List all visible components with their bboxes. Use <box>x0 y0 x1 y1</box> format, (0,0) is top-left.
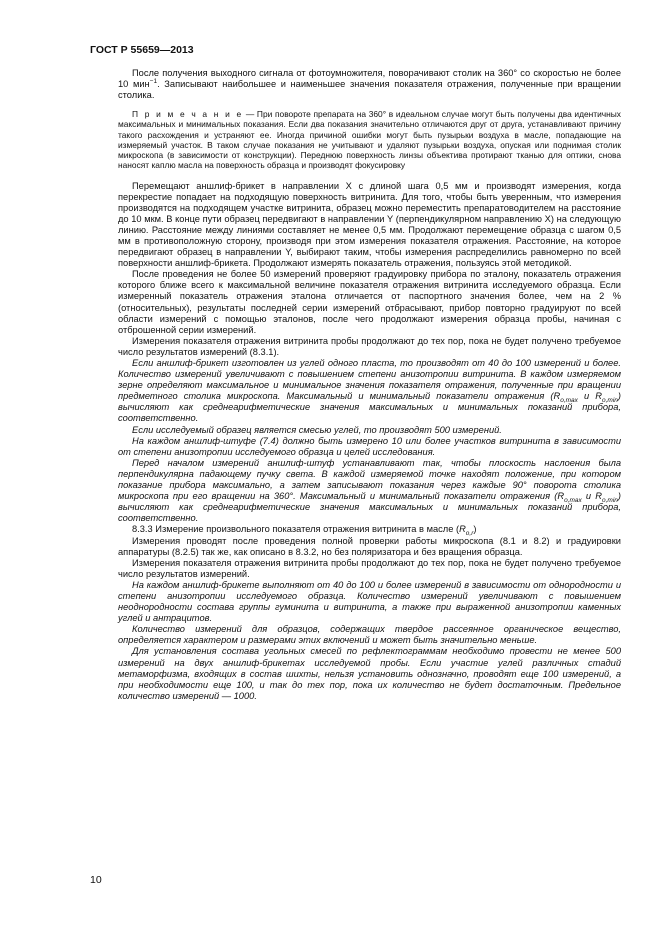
paragraph-text: и <box>581 491 596 502</box>
paragraph-continue-measurements: Измерения показателя отражения витринита пробы продолжают до тех пор, пока не будет получено требуемое число результатов измерений (8.3.1). <box>118 335 621 357</box>
note-text: — При повороте препарата на 360° в идеальном случае могут быть получены два идентичных максимальных и минимальных показания. Если два показания значительно отличаются друг от друга, устанавливают причину такого расхождения и устраняют ее. Иногда причиной ошибки могут быть пузырьки воздуха в масле, попадающие на измеряемый участок. В таком случае показания не учитывают и удаляют пузырьки воздуха, опуская или поднимая столик микроскопа (в зависимости от конструкции). Переднюю поверхность линзы объектива протирают тканью для оптики, снова наносят каплю масла на поверхность образца и производят фокусировку <box>118 109 621 171</box>
document-body <box>118 68 621 702</box>
paragraph-single-seam <box>118 358 621 425</box>
paragraph-text: После получения выходного сигнала от фотоумножителя, поворачивают столик на 360° со скоростью не более 10 мин <box>118 68 621 90</box>
page-number: 10 <box>90 874 102 886</box>
symbol-r: R <box>557 491 565 502</box>
paragraph-lump-setup <box>118 458 621 525</box>
symbol-r: R <box>595 391 602 402</box>
subscript: o,max <box>564 496 582 504</box>
paragraph-dispersed-matter: Количество измерений для образцов, содержащих твердое рассеянное органическое вещество, определяется характером и размерами этих включений и может быть значительно меньше. <box>118 624 621 646</box>
symbol-r: R <box>595 491 602 502</box>
paragraph-brick-count: На каждом аншлиф-брикете выполняют от 40 до 100 и более измерений в зависимости от однородности и степени анизотропии исследуемого образца. Количество измерений увеличивают с повышением неоднородности состава группы гуминита и витринита, а также при выраженной анизотропии каменных углей и антрацитов. <box>118 579 621 624</box>
document-header: ГОСТ Р 55659—2013 <box>90 44 194 56</box>
paragraph-continue-random: Измерения показателя отражения витринита пробы продолжают до тех пор, пока не будет получено требуемое число результатов измерений. <box>118 557 621 579</box>
heading-text: 8.3.3 Измерение произвольного показателя отражения витринита в масле ( <box>132 524 460 535</box>
paragraph-rotation <box>118 68 621 101</box>
paragraph-coal-mixture: Если исследуемый образец является смесью углей, то производят 500 измерений. <box>132 424 502 435</box>
superscript: −1 <box>149 78 158 85</box>
paragraph-calibration-check: После проведения не более 50 измерений проверяют градуировку прибора по эталону, показатель отражения которого ближе всего к максимальной величине показателя отражения витринита исследуемого образца. Если измеренный показатель отражения эталона отличается от паспортного значения более, чем на 2 % (относительных), результаты последней серии измерений отбрасывают, прибор повторно градуируют по всей области измерений с помощью эталонов, после чего продолжают измерения образца пробы, начиная с отброшенной серии измерений. <box>118 269 621 335</box>
paragraph-text: Перед началом измерений аншлиф-штуф устанавливают так, чтобы плоскость наслоения была перпендикулярна падающему пучку света. В каждой измеряемой точке находят положение, при котором показание прибора максимально, а затем записывают показания через каждые 90° поворота столика микроскопа при его вращении на 360°. Максимальный и минимальный показатели отражения ( <box>118 457 621 502</box>
paragraph-lump-sample: На каждом аншлиф-штуфе (7.4) должно быть измерено 10 или более участков витринита в зависимости от степени анизотропии исследуемого образца и целей исследования. <box>118 435 621 457</box>
paragraph-text: Если аншлиф-брикет изготовлен из углей одного пласта, то производят от 40 до 100 измерений и более. Количество измерений увеличивают с повышением степени анизотропии витринита. В каждом измеряемом зерне определяют максимальное и минимальное значения показателя отражения, полученные при вращении предметного столика микроскопа. Максимальный и минимальный показатели отражения ( <box>118 358 621 402</box>
paragraph-text: и <box>577 391 596 402</box>
heading-text: ) <box>473 524 477 535</box>
paragraph-text: ) вычисляют как среднеарифметические значения максимальных и минимальных показаний прибора, соответственно. <box>118 491 621 524</box>
symbol-r: R <box>553 391 561 402</box>
paragraph-blend-composition: Для установления состава угольных смесей по рефлектограммам необходимо провести не менее 500 измерений на двух аншлиф-брикетах исследуемой пробы. Если участие углей различных стадий метаморфизма, входящих в состав шихты, нельзя установить однозначно, проводят еще 100 измерений, а при необходимости еще 100, и так до тех пор, пока их количество не будет достаточным. Предельное количество измерений — 1000. <box>118 646 621 701</box>
paragraph-moving: Перемещают аншлиф-брикет в направлении X с длиной шага 0,5 мм и производят измерения, когда перекрестие попадает на подходящую поверхность витринита. Для того, чтобы быть уверенным, что измерения производятся на подходящем участке витринита, образец можно переместить препаратоводителем на расстояние до 10 мкм. В конце пути образец передвигают в направлении Y (перпендикулярном направлению X) на следующую линию. Расстояние между линиями составляет не менее 0,5 мм. Продолжают перемещение образца с шагом 0,5 мм в противоположную сторону, производя при этом измерения показателя отражения. Расстояние, на которое передвигают образец в направлении Y, выбирают таким, чтобы измерения распределились равномерно по всей поверхности аншлиф-брикета. Продолжают измерять показатель отражения, пользуясь этой методикой. <box>118 180 621 269</box>
paragraph-text: ) вычисляют как среднеарифметические значения максимальных и минимальных показаний прибора, соответственно. <box>118 391 621 424</box>
paragraph-text: . Записывают наибольшее и наименьшее значения показателя отражения, полученные при вращении столика. <box>118 79 621 101</box>
subscript: o,max <box>560 397 578 405</box>
symbol-r: R <box>459 524 466 535</box>
subscript: o,min <box>601 496 618 504</box>
paragraph-random-measurement: Измерения проводят после проведения полной проверки работы микроскопа (8.1 и 8.2) и градуировки аппаратуры (8.2.5) так же, как описано в 8.3.2, но без поляризатора и без вращения образца. <box>118 535 621 557</box>
subscript: o,r <box>465 530 474 538</box>
note-paragraph <box>118 109 621 170</box>
note-label: П р и м е ч а н и е <box>132 109 244 120</box>
subscript: o,min <box>601 397 618 405</box>
section-heading-8-3-3 <box>118 524 621 538</box>
